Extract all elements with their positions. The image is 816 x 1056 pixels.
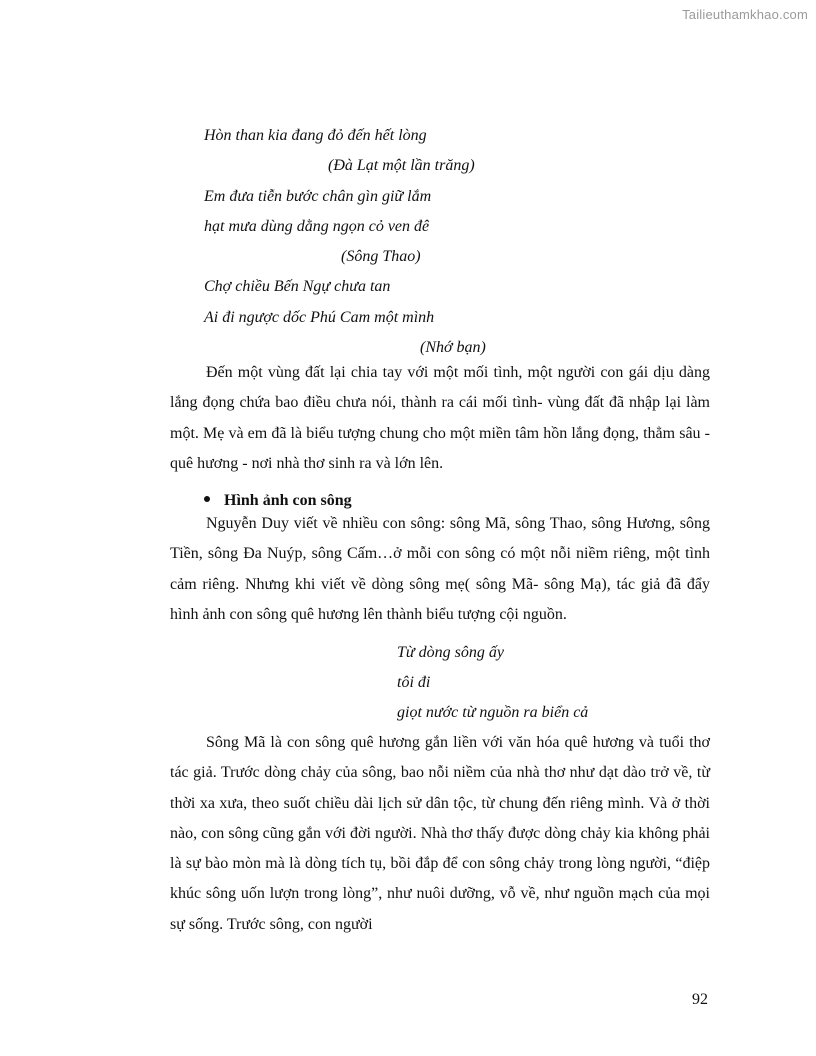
poem-line: tôi đi [397, 674, 431, 691]
poem-line: giọt nước từ nguồn ra biển cả [397, 704, 589, 721]
poem-source: (Đà Lạt một lần trăng) [328, 157, 475, 174]
body-paragraph: Nguyễn Duy viết về nhiều con sông: sông Mã, sông Thao, sông Hương, sông Tiền, sông Đa Nuýp, sông Cấm…ở mỗi con sông có một nỗi niềm riêng, một tình cảm riêng. Nhưng khi viết về dòng sông mẹ( sông Mã- sông Mạ), tác giả đã đẩy hình ảnh con sông quê hương lên thành biểu tượng cội nguồn. [170, 515, 710, 623]
page-number: 92 [692, 991, 708, 1008]
section-heading-text: Hình ảnh con sông [224, 492, 352, 509]
body-paragraph: Đến một vùng đất lại chia tay với một mối tình, một người con gái dịu dàng lắng đọng chứa bao điều chưa nói, thành ra cái mối tình- vùng đất đã nhập lại làm một. Mẹ và em đã là biểu tượng chung cho một miền tâm hồn lắng đọng, thẳm sâu - quê hương - nơi nhà thơ sinh ra và lớn lên. [170, 364, 710, 472]
bullet-icon [204, 496, 210, 502]
poem-line: Hòn than kia đang đỏ đến hết lòng [204, 127, 427, 144]
poem-source: (Nhớ bạn) [420, 339, 486, 356]
body-paragraph: Sông Mã là con sông quê hương gắn liền với văn hóa quê hương và tuổi thơ tác giả. Trước dòng chảy của sông, bao nỗi niềm của nhà thơ như dạt dào trở về, từ thời xa xưa, theo suốt chiều dài lịch sử dân tộc, từ chung đến riêng mình. Và ở thời nào, con sông cũng gắn với đời người. Nhà thơ thấy được dòng chảy kia không phải là sự bào mòn mà là dòng tích tụ, bồi đắp để con sông chảy trong lòng người, “điệp khúc sông uốn lượn trong lòng”, như nuôi dưỡng, vỗ về, như nguồn mạch của mọi sự sống. Trước sông, con người [170, 734, 710, 933]
section-heading [204, 491, 352, 511]
poem-line: Từ dòng sông ấy [397, 644, 504, 661]
watermark: Tailieuthamkhao.com [682, 7, 808, 22]
poem-source: (Sông Thao) [341, 248, 421, 265]
poem-line: Chợ chiều Bến Ngự chưa tan [204, 278, 391, 295]
poem-line: Ai đi ngược dốc Phú Cam một mình [204, 309, 435, 326]
poem-line: hạt mưa dùng dằng ngọn cỏ ven đê [204, 218, 430, 235]
poem-line: Em đưa tiễn bước chân gìn giữ lắm [204, 188, 432, 205]
